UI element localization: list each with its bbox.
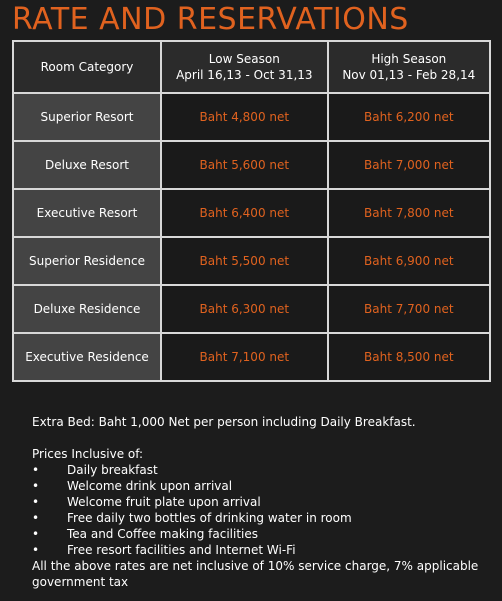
header-low-season [161, 41, 328, 93]
room-category-cell: Superior Resort [13, 93, 161, 141]
header-high-season-label: High Season [371, 52, 447, 66]
list-item-label: Welcome fruit plate upon arrival [67, 495, 261, 509]
high-season-price-cell: Baht 6,200 net [328, 93, 490, 141]
room-category-cell: Deluxe Residence [13, 285, 161, 333]
low-season-price-cell: Baht 6,300 net [161, 285, 328, 333]
bullet-icon: • [32, 543, 40, 557]
inclusions-list [32, 462, 482, 558]
bullet-icon: • [32, 511, 40, 525]
table-header-row [13, 41, 490, 93]
room-category-cell: Deluxe Resort [13, 141, 161, 189]
rates-table [12, 40, 491, 382]
high-season-price-cell: Baht 7,700 net [328, 285, 490, 333]
rate-notes [32, 414, 482, 590]
header-room-category-label: Room Category [40, 60, 134, 74]
low-season-price-cell: Baht 5,500 net [161, 237, 328, 285]
header-high-season [328, 41, 490, 93]
room-category-cell: Executive Resort [13, 189, 161, 237]
table-row [13, 141, 490, 189]
list-item [32, 510, 482, 526]
list-item-label: Welcome drink upon arrival [67, 479, 233, 493]
header-low-season-label: Low Season [208, 52, 280, 66]
table-row [13, 93, 490, 141]
low-season-price-cell: Baht 6,400 net [161, 189, 328, 237]
list-item [32, 526, 482, 542]
high-season-price-cell: Baht 7,800 net [328, 189, 490, 237]
table-row [13, 285, 490, 333]
room-category-cell: Executive Residence [13, 333, 161, 381]
list-item-label: Tea and Coffee making facilities [67, 527, 259, 541]
bullet-icon: • [32, 463, 40, 477]
high-season-price-cell: Baht 8,500 net [328, 333, 490, 381]
extra-bed-note: Extra Bed: Baht 1,000 Net per person including Daily Breakfast. [32, 415, 416, 429]
high-season-price-cell: Baht 6,900 net [328, 237, 490, 285]
list-item [32, 542, 482, 558]
list-item [32, 494, 482, 510]
list-item [32, 462, 482, 478]
bullet-icon: • [32, 495, 40, 509]
page-title: RATE AND RESERVATIONS [12, 2, 409, 37]
table-row [13, 237, 490, 285]
low-season-price-cell: Baht 4,800 net [161, 93, 328, 141]
list-item-label: Daily breakfast [67, 463, 158, 477]
inclusive-heading: Prices Inclusive of: [32, 447, 144, 461]
high-season-price-cell: Baht 7,000 net [328, 141, 490, 189]
table-row [13, 333, 490, 381]
header-room-category [13, 41, 161, 93]
bullet-icon: • [32, 479, 40, 493]
list-item [32, 478, 482, 494]
tax-note: All the above rates are net inclusive of 10% service charge, 7% applicable government tax [32, 559, 479, 589]
header-high-season-dates: Nov 01,13 - Feb 28,14 [342, 68, 476, 82]
low-season-price-cell: Baht 7,100 net [161, 333, 328, 381]
header-low-season-dates: April 16,13 - Oct 31,13 [176, 68, 313, 82]
table-row [13, 189, 490, 237]
low-season-price-cell: Baht 5,600 net [161, 141, 328, 189]
list-item-label: Free resort facilities and Internet Wi-Fi [67, 543, 296, 557]
bullet-icon: • [32, 527, 40, 541]
list-item-label: Free daily two bottles of drinking water in room [67, 511, 352, 525]
room-category-cell: Superior Residence [13, 237, 161, 285]
